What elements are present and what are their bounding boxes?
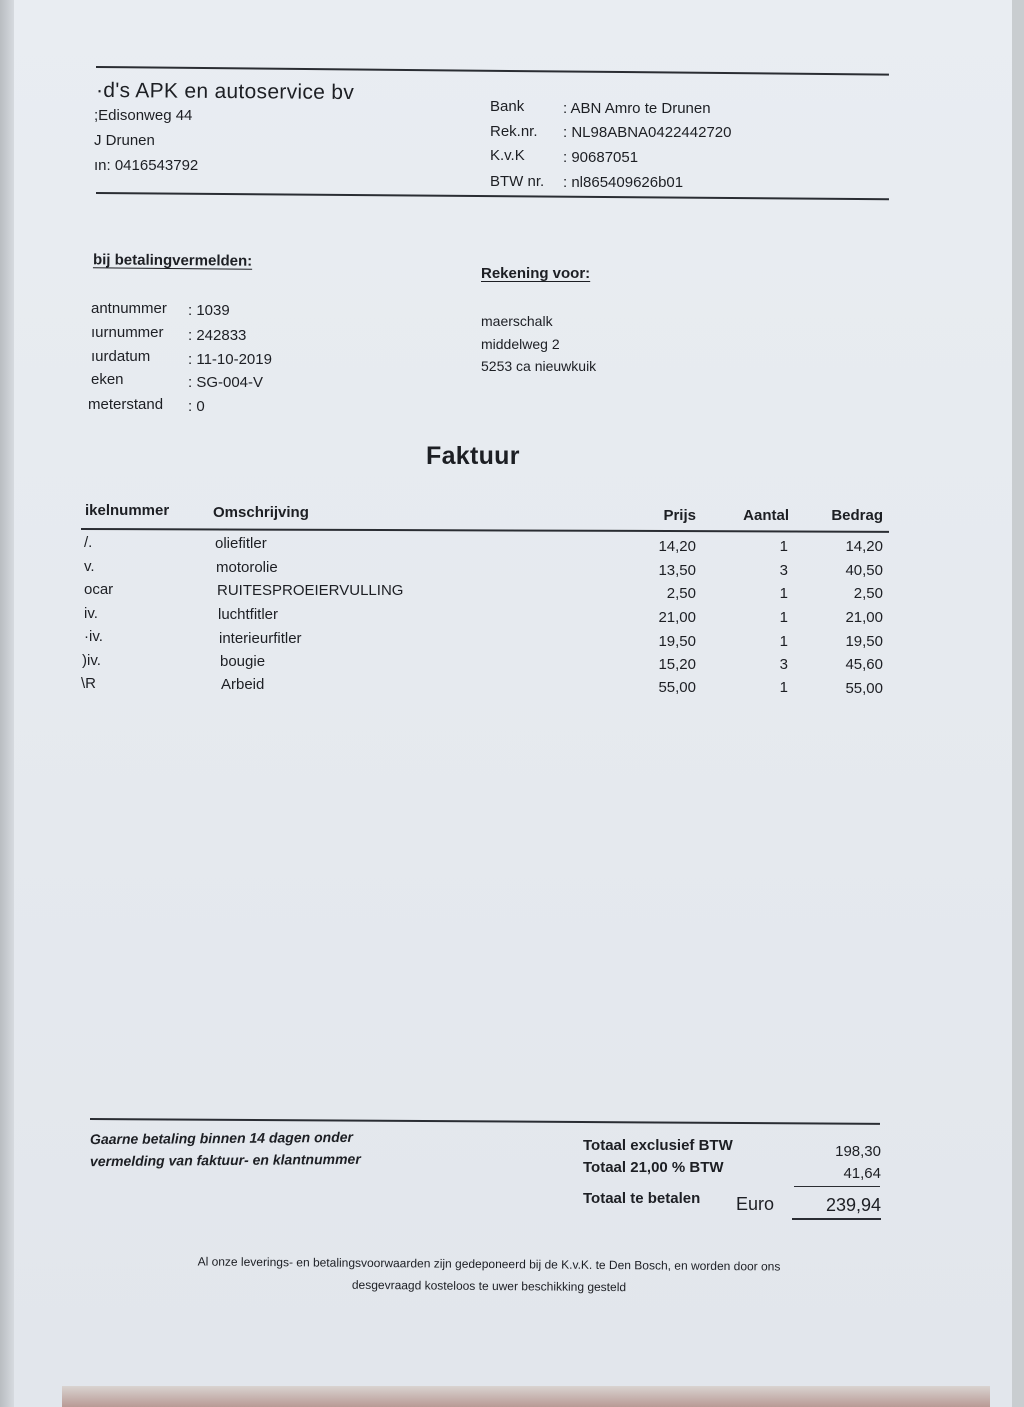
invoice-title: Faktuur <box>426 442 520 470</box>
invoice-number-value: : 242833 <box>188 327 247 344</box>
row-quantity: 1 <box>779 633 788 650</box>
col-header-description: Omschrijving <box>213 504 309 521</box>
row-article-code: /. <box>84 534 93 551</box>
row-article-code: iv. <box>84 605 98 622</box>
bank-label: Bank <box>490 98 525 115</box>
row-price: 15,20 <box>658 656 696 673</box>
row-quantity: 1 <box>779 679 788 696</box>
col-header-article-number: ikelnummer <box>85 502 170 519</box>
bank-value: : ABN Amro te Drunen <box>563 100 711 117</box>
footer-top-rule <box>90 1118 880 1125</box>
subtotal-excl-vat-label: Totaal exclusief BTW <box>583 1137 733 1154</box>
invoice-date-label: ıurdatum <box>91 348 151 365</box>
row-amount: 55,00 <box>845 680 883 697</box>
license-plate-value: : SG-004-V <box>188 374 264 391</box>
vat-total-value: 41,64 <box>843 1165 881 1182</box>
header-top-rule <box>96 66 889 76</box>
row-description: oliefitler <box>215 535 267 552</box>
company-phone: ın: 0416543792 <box>94 157 199 174</box>
row-amount: 40,50 <box>845 562 883 579</box>
page-bottom-edge <box>62 1386 990 1407</box>
vat-number-value: : nl865409626b01 <box>563 174 684 191</box>
customer-number-value: : 1039 <box>188 302 230 319</box>
odometer-value: : 0 <box>188 398 205 415</box>
kvk-value: : 90687051 <box>563 149 639 166</box>
row-price: 21,00 <box>658 609 696 626</box>
odometer-label: meterstand <box>88 396 164 413</box>
license-plate-label: eken <box>91 371 124 388</box>
legal-terms-line-1: Al onze leverings- en betalingsvoorwaarden zijn gedeponeerd bij de K.v.K. te Den Bosch, en worden door ons <box>197 1254 781 1274</box>
row-description: RUITESPROEIERVULLING <box>217 582 404 599</box>
billing-postcode-city: 5253 ca nieuwkuik <box>481 358 597 374</box>
invoice-date-value: : 11-10-2019 <box>188 351 272 368</box>
row-price: 14,20 <box>658 538 696 555</box>
payment-reference-heading: bij betalingvermelden: <box>92 251 253 270</box>
grand-total-underline <box>792 1218 881 1220</box>
invoice-page <box>14 0 1012 1407</box>
row-description: interieurfitler <box>219 630 302 647</box>
billing-street: middelweg 2 <box>481 336 560 352</box>
row-description: luchtfitler <box>218 606 279 623</box>
header-bottom-rule <box>96 192 889 200</box>
row-price: 2,50 <box>666 585 696 602</box>
company-address-street: ;Edisonweg 44 <box>94 107 193 124</box>
account-number-label: Rek.nr. <box>490 123 538 140</box>
company-address-city: J Drunen <box>94 132 155 149</box>
vat-number-label: BTW nr. <box>490 173 545 190</box>
grand-total-label: Totaal te betalen <box>583 1190 701 1207</box>
company-name: ·d's APK en autoservice bv <box>95 78 355 105</box>
totals-separator-rule <box>794 1186 880 1187</box>
billing-name: maerschalk <box>481 313 553 329</box>
row-price: 19,50 <box>658 633 696 650</box>
invoice-number-label: ıurnummer <box>91 324 164 341</box>
page-edge-shadow <box>0 0 14 1407</box>
vat-total-label: Totaal 21,00 % BTW <box>583 1159 724 1176</box>
row-price: 55,00 <box>658 679 696 696</box>
row-description: motorolie <box>216 559 278 576</box>
col-header-amount: Bedrag <box>831 507 883 524</box>
row-quantity: 1 <box>779 538 788 555</box>
customer-number-label: antnummer <box>91 300 167 317</box>
row-price: 13,50 <box>658 562 696 579</box>
row-article-code: )iv. <box>82 652 101 669</box>
row-amount: 14,20 <box>845 538 883 555</box>
kvk-label: K.v.K <box>490 147 525 164</box>
account-number-value: : NL98ABNA0422442720 <box>563 124 732 141</box>
row-amount: 45,60 <box>845 656 883 673</box>
row-amount: 21,00 <box>845 609 883 626</box>
row-article-code: \R <box>81 675 96 692</box>
row-amount: 19,50 <box>845 633 883 650</box>
row-description: bougie <box>220 653 266 670</box>
row-quantity: 3 <box>779 656 788 673</box>
col-header-quantity: Aantal <box>743 507 789 524</box>
payment-terms-line-1: Gaarne betaling binnen 14 dagen onder <box>89 1128 354 1148</box>
grand-total-value: 239,94 <box>825 1195 881 1215</box>
subtotal-excl-vat-value: 198,30 <box>835 1143 881 1160</box>
payment-terms-line-2: vermelding van faktuur- en klantnummer <box>89 1150 361 1170</box>
row-description: Arbeid <box>221 676 265 693</box>
row-quantity: 1 <box>779 609 788 626</box>
row-article-code: ·iv. <box>84 628 103 645</box>
row-quantity: 1 <box>779 585 788 602</box>
currency-label: Euro <box>736 1194 775 1214</box>
row-quantity: 3 <box>779 562 788 579</box>
legal-terms-line-2: desgevraagd kosteloos te uwer beschikking gesteld <box>351 1277 627 1295</box>
table-header-rule <box>81 528 889 533</box>
col-header-price: Prijs <box>663 507 696 524</box>
billing-heading: Rekening voor: <box>481 265 591 282</box>
row-article-code: ocar <box>84 581 114 598</box>
row-article-code: v. <box>84 558 95 575</box>
row-amount: 2,50 <box>853 585 883 602</box>
